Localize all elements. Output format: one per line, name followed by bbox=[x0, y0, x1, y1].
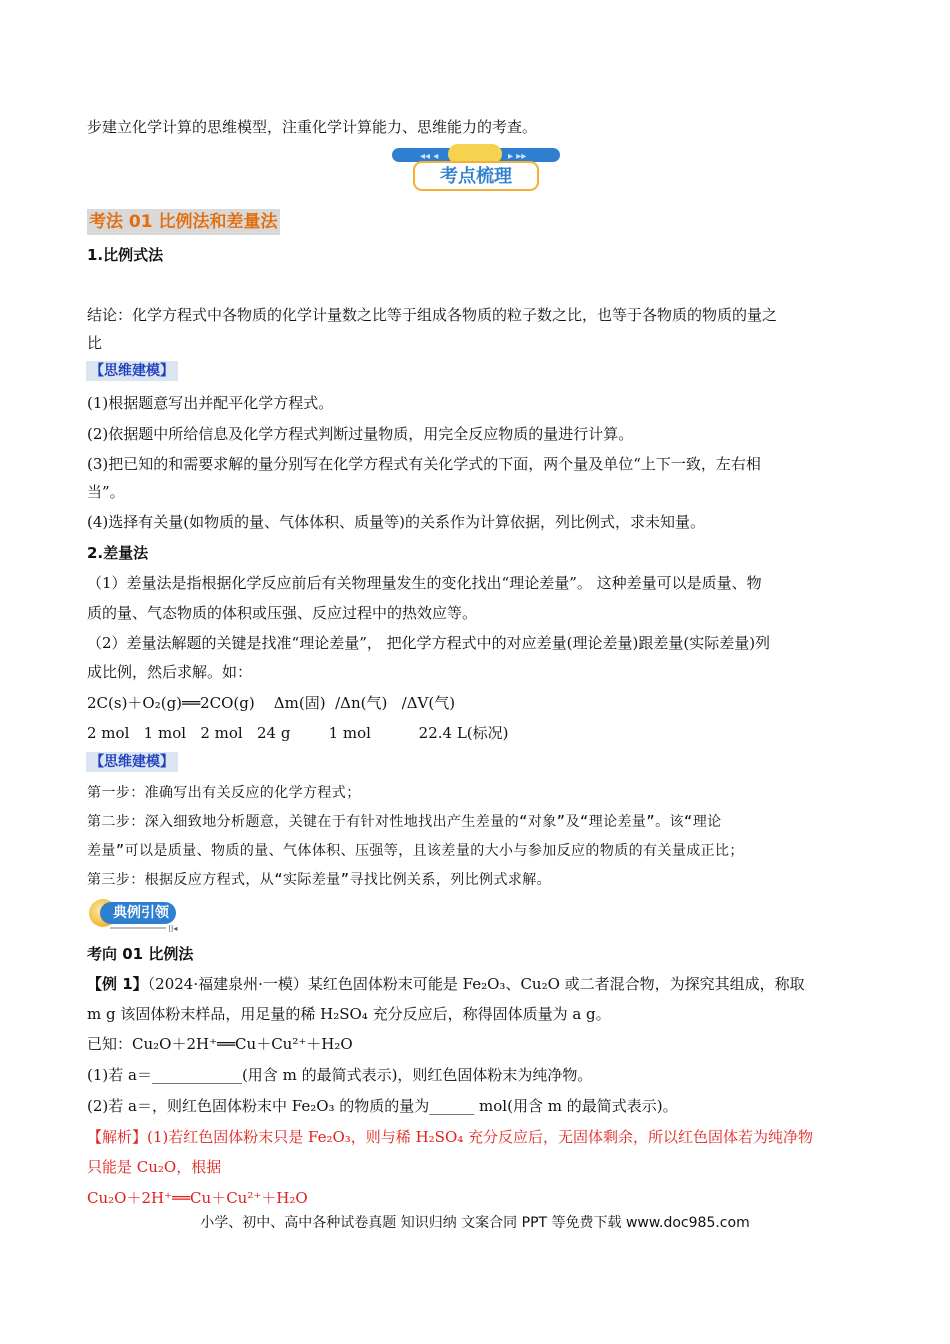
diff-2b: 成比例，然后求解。如： bbox=[87, 663, 253, 681]
step-second-a: 第二步：深入细致地分析题意，关键在于有针对性地找出产生差量的“对象”及“理论差量”。该“理论 bbox=[87, 814, 722, 830]
step-first: 第一步：准确写出有关反应的化学方程式； bbox=[87, 785, 361, 801]
diff-2a: （2）差量法解题的关键是找准“理论差量”， 把化学方程式中的对应差量(理论差量)跟差量(实际差量)列 bbox=[87, 634, 771, 652]
conclusion-line-2: 比 bbox=[87, 334, 103, 352]
conclusion-line-1: 结论：化学方程式中各物质的化学计量数之比等于组成各物质的粒子数之比，也等于各物质的物质的量之 bbox=[87, 306, 778, 324]
known-equation: 已知：Cu₂O＋2H⁺══Cu＋Cu²⁺＋H₂O bbox=[87, 1035, 353, 1053]
banner-title: 考点梳理 bbox=[440, 166, 512, 187]
subheading-difference: 2.差量法 bbox=[87, 544, 149, 562]
direction-heading: 考向 01 比例法 bbox=[87, 945, 194, 963]
example-text-1: （2024·福建泉州·一模）某红色固体粉末可能是 Fe₂O₃、Cu₂O 或二者混合物，为探究其组成，称取 bbox=[147, 975, 805, 993]
example-label: 【例 1】 bbox=[87, 975, 148, 993]
thinking-model-tag-2: 【思维建模】 bbox=[86, 752, 178, 772]
step-1: (1)根据题意写出并配平化学方程式。 bbox=[87, 394, 334, 412]
question-1: (1)若 a＝____________(用含 m 的最简式表示)，则红色固体粉末为纯净物。 bbox=[87, 1066, 593, 1084]
step-3a: (3)把已知的和需要求解的量分别写在化学方程式有关化学式的下面，两个量及单位“上下一致，左右相 bbox=[87, 455, 761, 473]
badge-title: 典例引领 bbox=[113, 905, 169, 921]
step-third: 第三步：根据反应方程式，从“实际差量”寻找比例关系，列比例式求解。 bbox=[87, 872, 552, 888]
example-line-1 bbox=[87, 973, 865, 995]
answer-line-2: 只能是 Cu₂O，根据 bbox=[87, 1158, 222, 1176]
diff-1b: 质的量、气态物质的体积或压强、反应过程中的热效应等。 bbox=[87, 604, 478, 622]
equation-quantities: 2 mol 1 mol 2 mol 24 g 1 mol 22.4 L(标况) bbox=[87, 724, 509, 742]
answer-line-1: 【解析】(1)若红色固体粉末只是 Fe₂O₃，则与稀 H₂SO₄ 充分反应后，无固体剩余，所以红色固体若为纯净物 bbox=[87, 1128, 814, 1146]
thinking-model-tag: 【思维建模】 bbox=[86, 361, 178, 381]
equation-line: 2C(s)＋O₂(g)══2CO(g) Δm(固) /Δn(气) /ΔV(气) bbox=[87, 694, 456, 712]
section-banner bbox=[390, 144, 562, 192]
answer-equation: Cu₂O＋2H⁺══Cu＋Cu²⁺＋H₂O bbox=[87, 1189, 308, 1207]
step-4: (4)选择有关量(如物质的量、气体体积、质量等)的关系作为计算依据，列比例式，求未知量。 bbox=[87, 513, 705, 531]
method-heading: 考法 01 比例法和差量法 bbox=[87, 209, 280, 235]
svg-text:◂◂ ◂: ◂◂ ◂ bbox=[420, 151, 439, 162]
svg-text:||◂: ||◂ bbox=[168, 924, 178, 932]
intro-line: 步建立化学计算的思维模型，注重化学计算能力、思维能力的考查。 bbox=[87, 118, 538, 136]
subheading-ratio: 1.比例式法 bbox=[87, 246, 164, 264]
diff-1a: （1）差量法是指根据化学反应前后有关物理量发生的变化找出“理论差量”。 这种差量可以是质量、物 bbox=[87, 574, 762, 592]
step-second-b: 差量”可以是质量、物质的量、气体体积、压强等，且该差量的大小与参加反应的物质的有关量成正比； bbox=[87, 843, 744, 859]
question-2: (2)若 a＝，则红色固体粉末中 Fe₂O₃ 的物质的量为______ mol(用含 m 的最简式表示)。 bbox=[87, 1097, 678, 1115]
page-footer: 小学、初中、高中各种试卷真题 知识归纳 文案合同 PPT 等免费下载 www.doc985.com bbox=[200, 1215, 750, 1231]
step-2: (2)依据题中所给信息及化学方程式判断过量物质，用完全反应物质的量进行计算。 bbox=[87, 425, 634, 443]
example-line-2: m g 该固体粉末样品，用足量的稀 H₂SO₄ 充分反应后，称得固体质量为 a g。 bbox=[87, 1005, 611, 1023]
svg-text:▸ ▸▸: ▸ ▸▸ bbox=[508, 151, 527, 162]
example-badge bbox=[86, 898, 182, 932]
step-3b: 当”。 bbox=[87, 483, 125, 501]
